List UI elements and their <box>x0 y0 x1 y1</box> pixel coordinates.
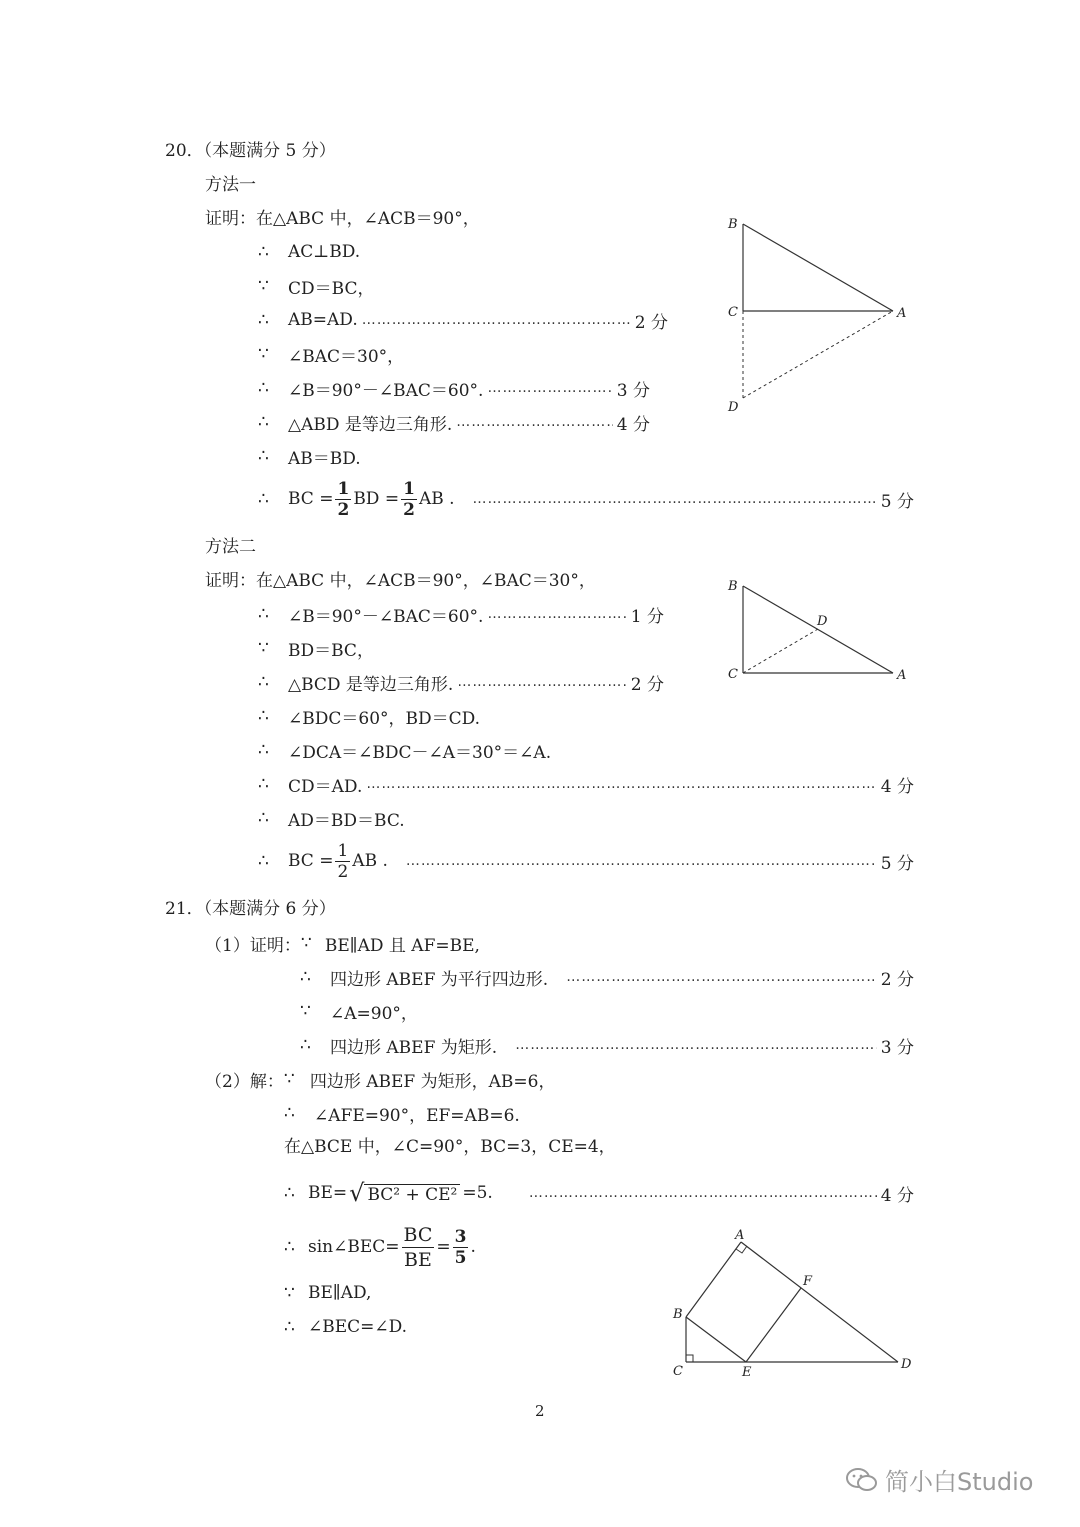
watermark <box>845 1462 1033 1497</box>
q21-p2-text: ∠AFE=90°，EF=AB=6. <box>314 1105 520 1126</box>
therefore-symbol: ∴ <box>258 310 269 330</box>
fraction-3-5 <box>453 1227 469 1268</box>
point-label-F: F <box>803 1274 813 1289</box>
q21-p2-text: = <box>436 1237 451 1257</box>
score-label: 3 分 <box>880 1037 914 1058</box>
point-label-D: D <box>728 400 739 415</box>
score-label: 4 分 <box>616 414 650 435</box>
q20-m2-line1: 证明：在△ABC 中，∠ACB＝90°，∠BAC＝30°， <box>205 571 596 591</box>
page-number: 2 <box>535 1402 545 1420</box>
q20-m2-text: BD＝BC， <box>288 640 374 661</box>
score-label: 5 分 <box>880 853 914 874</box>
q20-m1-line2 <box>258 241 360 263</box>
point-label-C: C <box>673 1364 683 1379</box>
therefore-symbol: ∴ <box>258 412 269 432</box>
q20-figure-2 <box>720 572 920 687</box>
point-label-C: C <box>728 305 738 320</box>
q20-m2-text: ∠BDC＝60°，BD＝CD. <box>288 708 481 729</box>
q21-p2-text: . <box>470 1237 476 1257</box>
q20-m1-text: AB=AD. <box>288 310 358 330</box>
point-label-C: C <box>728 667 738 682</box>
radicand: BC² + CE² <box>364 1184 460 1205</box>
q20-m2-line8 <box>258 807 405 829</box>
therefore-symbol: ∴ <box>258 242 269 262</box>
fraction-denominator: 5 <box>454 1247 467 1268</box>
segment-EF <box>746 1288 801 1362</box>
q20-m2-text: ∠B＝90°－∠BAC＝60°. <box>288 606 484 627</box>
dot-leader <box>456 414 612 430</box>
q21-p2-line2 <box>284 1102 520 1124</box>
fraction-bc-be <box>402 1223 435 1272</box>
q20-m2-text: △BCD 是等边三角形. <box>288 674 454 695</box>
q20-m1-text: BC = <box>288 489 334 509</box>
segment-BA <box>686 1242 741 1317</box>
therefore-symbol: ∴ <box>284 1317 295 1337</box>
watermark-text: 简小白Studio <box>885 1468 1034 1496</box>
fraction-denominator: BE <box>404 1248 432 1271</box>
q21-p1-line3 <box>300 1000 418 1022</box>
score-label: 5 分 <box>880 491 914 512</box>
point-label-B: B <box>673 1307 683 1322</box>
therefore-symbol: ∴ <box>258 808 269 828</box>
point-label-B: B <box>728 217 738 232</box>
score-label: 2 分 <box>634 312 668 333</box>
therefore-symbol: ∴ <box>258 446 269 466</box>
q20-m1-text: AB＝BD. <box>288 448 361 469</box>
q21-p1-text: 四边形 ABEF 为矩形. <box>330 1037 498 1058</box>
q21-p2-text: =5. <box>462 1183 493 1203</box>
segment-CD-dashed <box>743 629 818 673</box>
q21-p2-label: （2）解： <box>205 1071 284 1092</box>
segment-DA-dashed <box>743 311 893 398</box>
point-label-A: A <box>897 668 907 683</box>
dot-leader <box>362 312 631 328</box>
therefore-symbol: ∴ <box>300 967 311 987</box>
q21-p2-text: BE= <box>308 1183 348 1203</box>
q21-p2-line1 <box>205 1068 555 1090</box>
q20-m2-text: ∠DCA＝∠BDC－∠A＝30°＝∠A. <box>288 742 552 763</box>
dot-leader <box>515 1037 877 1053</box>
because-symbol: ∵ <box>300 1001 311 1021</box>
q21-p2-text: BE∥AD, <box>308 1283 372 1303</box>
q21-p1-text: BE∥AD 且 AF=BE, <box>324 935 480 956</box>
q21-p2-line5 <box>284 1222 476 1272</box>
q20-m1-line9 <box>258 476 914 522</box>
dot-leader <box>366 776 876 792</box>
q20-m1-text: CD＝BC， <box>288 278 375 299</box>
q20-m2-line4 <box>258 671 664 693</box>
because-symbol: ∵ <box>283 1069 295 1089</box>
q21-p1-line4 <box>300 1034 914 1056</box>
dot-leader <box>487 380 612 396</box>
score-label: 3 分 <box>616 380 650 401</box>
therefore-symbol: ∴ <box>258 851 269 871</box>
dot-leader <box>566 969 877 985</box>
dot-leader <box>529 1185 877 1201</box>
square-root <box>349 1181 460 1205</box>
right-angle-mark-C <box>686 1355 693 1362</box>
q21-p2-text: 四边形 ABEF 为矩形，AB=6， <box>309 1071 556 1092</box>
therefore-symbol: ∴ <box>300 1035 311 1055</box>
point-label-A: A <box>735 1228 745 1243</box>
fraction-numerator: BC <box>403 1223 433 1246</box>
therefore-symbol: ∴ <box>284 1237 295 1257</box>
q20-m2-line9 <box>258 838 914 884</box>
point-label-B: B <box>728 579 738 594</box>
because-symbol: ∵ <box>284 1283 295 1303</box>
because-symbol: ∵ <box>258 638 269 658</box>
q20-m2-line6 <box>258 739 551 761</box>
segment-BA <box>743 224 893 311</box>
q21-p2-line4 <box>284 1176 914 1210</box>
therefore-symbol: ∴ <box>284 1103 295 1123</box>
q20-m1-line5 <box>258 343 404 365</box>
radical-sign: √ <box>349 1179 365 1207</box>
q21-p2-line3: 在△BCE 中，∠C=90°，BC=3，CE=4， <box>284 1137 616 1157</box>
q20-m2-text: CD＝AD. <box>288 776 363 797</box>
q20-m1-text: AB . <box>418 489 455 509</box>
score-label: 1 分 <box>630 606 664 627</box>
q20-m1-text: ∠BAC＝30°， <box>288 346 405 367</box>
because-symbol: ∵ <box>300 933 312 953</box>
q21-p1-line1 <box>205 932 480 954</box>
q21-p2-line7 <box>284 1316 407 1338</box>
because-symbol: ∵ <box>258 344 269 364</box>
q21-p2-text: ∠BEC=∠D. <box>308 1317 408 1337</box>
point-label-A: A <box>897 306 907 321</box>
q20-m2-line7 <box>258 773 914 795</box>
therefore-symbol: ∴ <box>258 740 269 760</box>
score-label: 4 分 <box>880 1185 914 1206</box>
fraction-numerator: 1 <box>337 840 349 861</box>
q21-figure <box>665 1222 925 1382</box>
fraction-half <box>401 479 417 520</box>
q20-m2-line5 <box>258 705 480 727</box>
point-label-D: D <box>901 1357 912 1372</box>
q21-p1-line2 <box>300 966 914 988</box>
q20-m2-text: AB . <box>352 851 388 871</box>
therefore-symbol: ∴ <box>258 489 269 509</box>
therefore-symbol: ∴ <box>258 774 269 794</box>
q21-p1-label: （1）证明： <box>205 935 301 956</box>
q21-p2-text: sin∠BEC= <box>308 1237 400 1257</box>
q20-m1-text: BD = <box>353 489 400 509</box>
dot-leader <box>406 853 877 869</box>
point-label-D: D <box>817 614 828 629</box>
dot-leader <box>457 674 626 690</box>
dot-leader <box>487 606 626 622</box>
q20-m1-line1: 证明：在△ABC 中，∠ACB＝90°， <box>205 209 480 229</box>
fraction-denominator: 2 <box>337 861 349 882</box>
q20-m2-text: AD＝BD＝BC. <box>288 810 405 831</box>
q20-m1-text: △ABD 是等边三角形. <box>288 414 453 435</box>
therefore-symbol: ∴ <box>258 604 269 624</box>
segment-BE <box>686 1317 746 1362</box>
q20-figure-1 <box>720 210 920 420</box>
q20-method1-title: 方法一 <box>205 175 256 195</box>
q21-p2-line6 <box>284 1282 371 1304</box>
q20-m1-line4 <box>258 309 668 331</box>
because-symbol: ∵ <box>258 276 269 296</box>
q20-m1-line8 <box>258 445 361 467</box>
q20-m2-line3 <box>258 637 374 659</box>
therefore-symbol: ∴ <box>258 378 269 398</box>
score-label: 2 分 <box>880 969 914 990</box>
q20-m1-text: ∠B＝90°－∠BAC＝60°. <box>288 380 484 401</box>
therefore-symbol: ∴ <box>258 706 269 726</box>
q20-m2-line2 <box>258 603 664 625</box>
fraction-half <box>335 841 350 882</box>
q20-header: 20．（本题满分 5 分） <box>165 141 336 161</box>
q20-method2-title: 方法二 <box>205 537 256 557</box>
point-label-E: E <box>742 1365 752 1380</box>
q20-m1-line6 <box>258 377 650 399</box>
q20-m2-text: BC = <box>288 851 334 871</box>
q20-m1-text: AC⊥BD. <box>288 242 361 262</box>
therefore-symbol: ∴ <box>284 1183 295 1203</box>
fraction-numerator: 1 <box>337 478 350 499</box>
q20-m1-line7 <box>258 411 650 433</box>
wechat-icon <box>845 1466 879 1494</box>
score-label: 4 分 <box>880 776 914 797</box>
q21-header: 21．（本题满分 6 分） <box>165 899 336 919</box>
q20-m1-line3 <box>258 275 374 297</box>
therefore-symbol: ∴ <box>258 672 269 692</box>
fraction-numerator: 1 <box>403 478 415 499</box>
fraction-denominator: 2 <box>337 499 350 520</box>
segment-AD <box>741 1242 898 1362</box>
score-label: 2 分 <box>630 674 664 695</box>
fraction-numerator: 3 <box>454 1226 467 1247</box>
fraction-denominator: 2 <box>403 499 415 520</box>
dot-leader <box>473 491 877 507</box>
q21-p1-text: 四边形 ABEF 为平行四边形. <box>330 969 549 990</box>
q21-p1-text: ∠A=90°， <box>330 1003 418 1024</box>
fraction-half <box>335 479 351 520</box>
